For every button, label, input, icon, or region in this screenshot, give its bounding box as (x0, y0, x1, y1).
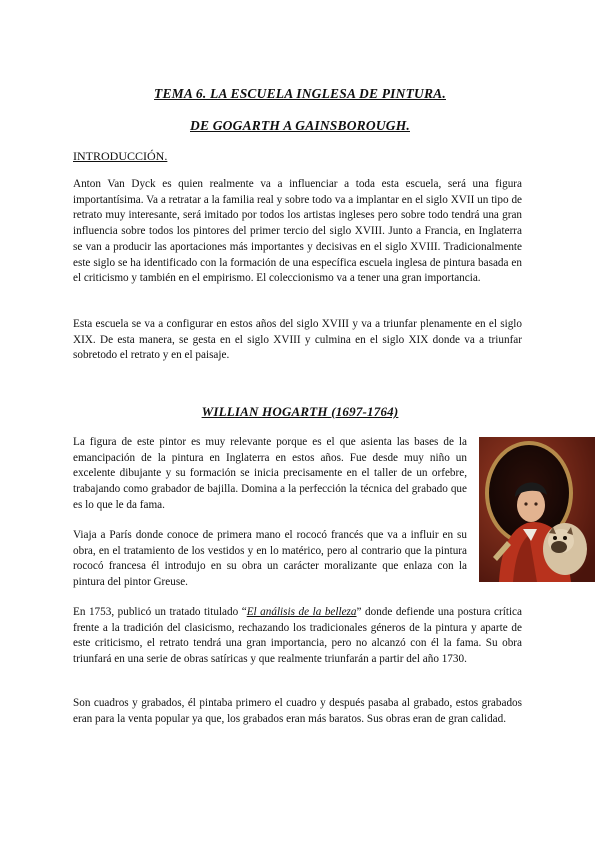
hogarth-paragraph-4: Son cuadros y grabados, él pintaba primero el cuadro y después pasaba al grabado, estos grabados eran para la venta popular ya que, los grabados eran más baratos. Sus obras eran de gran calidad. (73, 697, 522, 725)
hogarth-paragraph-3 (73, 605, 522, 668)
p3-text-after: ” donde defiende una postura crítica frente a la tradición del clasicismo, rechazando los tradicionales géneros de la pintura y aparte de este criticismo, el retrato tendrá una gran importancia, pero no alcanzó con él la fama. Su obra triunfará en una serie de obras satíricas y que realmente triunfarán a partir del año 1730. (73, 606, 522, 666)
hogarth-paragraph-1: La figura de este pintor es muy relevante porque es el que asienta las bases de la emancipación de la pintura en Inglaterra en estos años. Fue desde muy niño un excelente dibujante y su formación se inicia precisamente en el taller de un orfebre, trabajando como grabador de bajilla. Domina a la perfección la técnica del grabado que es lo que le da fama. (73, 436, 467, 511)
treatise-title: El análisis de la belleza (246, 606, 357, 618)
hogarth-heading: WILLIAN HOGARTH (1697-1764) (201, 404, 399, 419)
document-subtitle: DE GOGARTH A GAINSBOROUGH. (190, 118, 410, 133)
hogarth-portrait-image (479, 437, 595, 582)
intro-paragraph-1: Anton Van Dyck es quien realmente va a influenciar a toda esta escuela, será una figura importantísima. Va a retratar a la familia real y sobre todo va a implantar en el siglo XVII un tipo de retrato muy interesante, será imitado por todos los artistas ingleses pero sobre todo tendrá una gran influencia sobre todos los pintores del primer tercio del siglo XVIII. Junto a Francia, en Inglaterra se van a producir las aportaciones más importantes y decisivas en el siglo XVIII. Tradicionalmente este siglo se ha identificado con la formación de una específica escuela inglesa de pintura basada en el criticismo y también en el empirismo. El coleccionismo va a tener una gran importancia. (73, 178, 522, 285)
intro-heading: INTRODUCCIÓN. (73, 149, 168, 163)
intro-paragraph-2: Esta escuela se va a configurar en estos años del siglo XVIII y va a triunfar plenamente en el siglo XIX. De esta manera, se gesta en el siglo XVIII y culmina en el siglo XIX donde va a triunfar sobretodo el retrato y en el paisaje. (73, 318, 522, 362)
hogarth-paragraph-2: Viaja a París donde conoce de primera mano el rococó francés que va a influir en su obra, en el tratamiento de los vestidos y en lo matérico, pero al contrario que la pintura rococó francesa él introdujo en su obra un carácter moralizante que enlaza con la pintura del pintor Greuse. (73, 529, 467, 589)
document-title: TEMA 6. LA ESCUELA INGLESA DE PINTURA. (154, 86, 446, 101)
p3-text-before: En 1753, publicó un tratado titulado “ (73, 606, 247, 618)
portrait-painting (479, 437, 595, 582)
